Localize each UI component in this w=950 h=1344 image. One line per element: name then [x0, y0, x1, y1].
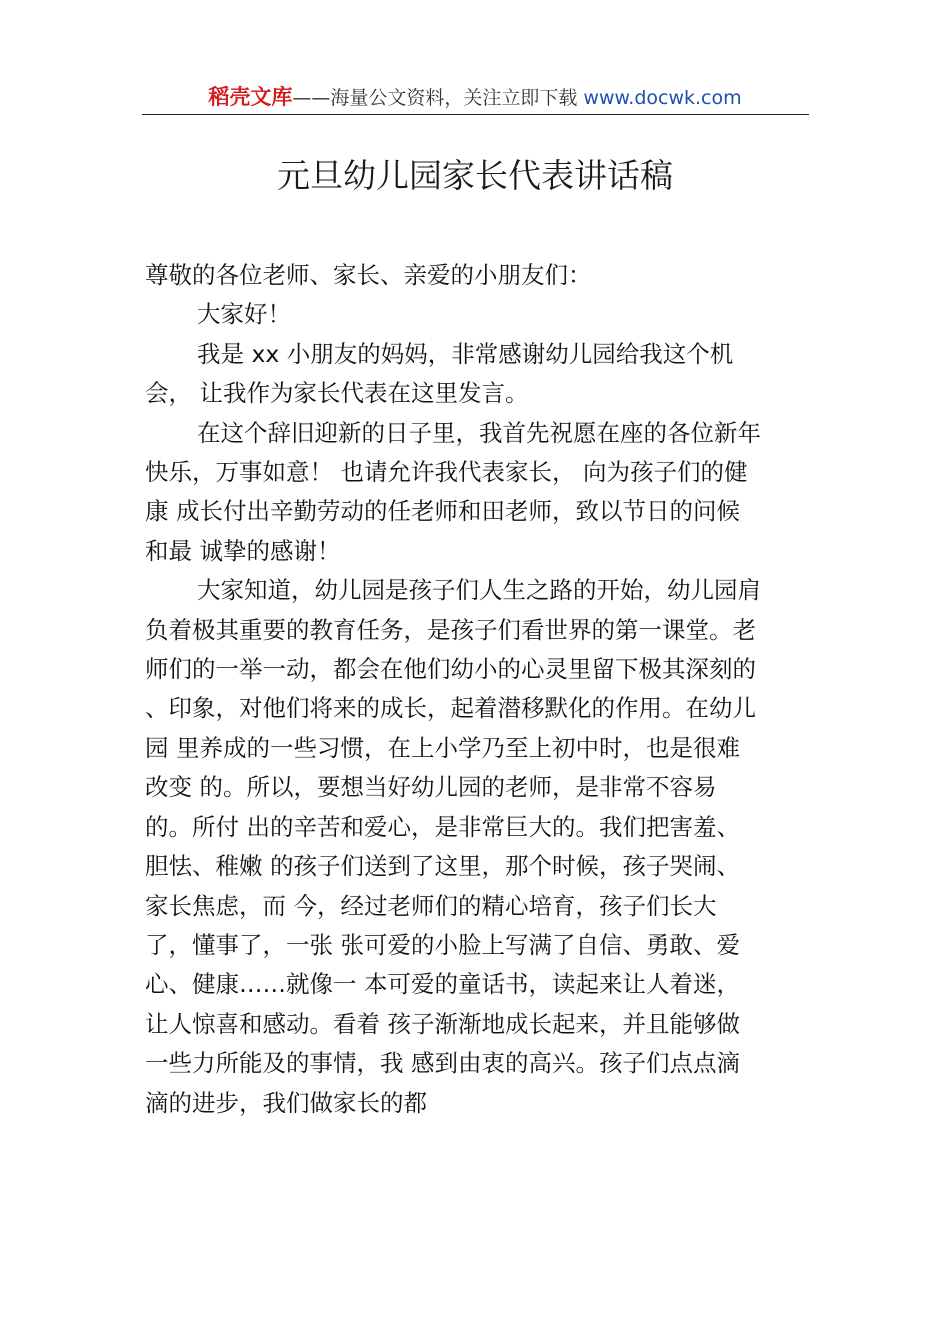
- text-line: 了，懂事了，一张 张可爱的小脸上写满了自信、勇敢、爱: [145, 930, 740, 959]
- header-tagline: ——海量公文资料，关注立即下载: [292, 87, 578, 109]
- paragraph-1: [145, 335, 815, 414]
- text-line: 家长焦虑，而 今，经过老师们的精心培育，孩子们长大: [145, 891, 717, 920]
- text-line: 尊敬的各位老师、家长、亲爱的小朋友们：: [145, 261, 592, 289]
- text-line: 改变 的。所以，要想当好幼儿园的老师，是非常不容易: [145, 773, 717, 802]
- paragraph-2: [145, 414, 815, 572]
- text-line: 大家知道，幼儿园是孩子们人生之路的开始，幼儿园肩: [197, 576, 761, 605]
- header-url-link[interactable]: www.docwk.com: [583, 87, 742, 109]
- document-header: [0, 84, 950, 111]
- text-line: 我是 xx 小朋友的妈妈，非常感谢幼儿园给我这个机: [197, 339, 734, 368]
- text-line: 快乐，万事如意！ 也请允许我代表家长， 向为孩子们的健: [145, 458, 748, 487]
- greeting: [145, 295, 815, 334]
- text-line: 在这个辞旧迎新的日子里，我首先祝愿在座的各位新年: [197, 418, 761, 447]
- text-line: 滴的进步，我们做家长的都: [145, 1088, 427, 1117]
- document-body: [145, 256, 815, 1123]
- text-line: 康 成长付出辛勤劳动的任老师和田老师，致以节日的问候: [145, 497, 740, 526]
- salutation: [145, 256, 815, 295]
- header-divider: [142, 114, 809, 115]
- text-line: 胆怯、稚嫩 的孩子们送到了这里，那个时候，孩子哭闹、: [145, 852, 740, 881]
- text-line: 、印象，对他们将来的成长，起着潜移默化的作用。在幼儿: [145, 694, 756, 723]
- text-line: 心、健康……就像一 本可爱的童话书，读起来让人着迷，: [145, 970, 740, 999]
- text-line: 的。所付 出的辛苦和爱心，是非常巨大的。我们把害羞、: [145, 812, 740, 841]
- text-line: 会， 让我作为家长代表在这里发言。: [145, 379, 529, 408]
- text-line: 和最 诚挚的感谢！: [145, 536, 341, 565]
- text-line: 负着极其重要的教育任务，是孩子们看世界的第一课堂。老: [145, 615, 756, 644]
- page-title: 元旦幼儿园家长代表讲话稿: [277, 156, 673, 195]
- text-line: 一些力所能及的事情，我 感到由衷的高兴。孩子们点点滴: [145, 1049, 740, 1078]
- text-line: 师们的一举一动，都会在他们幼小的心灵里留下极其深刻的: [145, 655, 756, 684]
- text-line: 园 里养成的一些习惯，在上小学乃至上初中时，也是很难: [145, 733, 740, 762]
- text-line: 大家好！: [197, 300, 291, 329]
- brand-logo-text: 稻壳文库: [208, 85, 293, 109]
- text-line: 让人惊喜和感动。看着 孩子渐渐地成长起来，并且能够做: [145, 1009, 740, 1038]
- paragraph-3: [145, 571, 815, 1123]
